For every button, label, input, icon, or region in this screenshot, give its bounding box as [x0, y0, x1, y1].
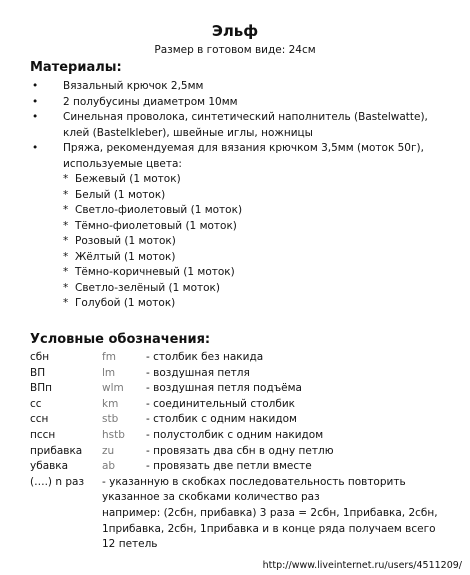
legend-row [30, 397, 450, 413]
legend-code: hstb [102, 428, 125, 441]
yarn-colors-list [30, 172, 450, 312]
legend-desc: - столбик с одним накидом [146, 413, 297, 426]
material-text: 2 полубусины диаметром 10мм [63, 95, 238, 108]
material-item [30, 141, 450, 172]
legend-desc: - провязать два сбн в одну петлю [146, 444, 334, 457]
yarn-color-item: * Белый (1 моток) [63, 188, 166, 201]
material-text: Пряжа, рекомендуемая для вязания крючком 3,5мм (моток 50г), используемые цвета: [63, 142, 424, 170]
finished-size: Размер в готовом виде: 24см [154, 44, 316, 56]
materials-heading: Материалы: [30, 60, 122, 75]
legend-row [30, 412, 450, 428]
source-watermark: http://www.liveinternet.ru/users/4511209/ [262, 560, 462, 571]
yarn-color-item: * Светло-зелёный (1 моток) [63, 281, 220, 294]
yarn-color-item: * Тёмно-коричневый (1 моток) [63, 266, 235, 278]
legend-code: lm [102, 366, 116, 379]
legend-example: например: (2сбн, прибавка) 3 раза = 2сбн, 1прибавка, 2сбн, 1прибавка, 2сбн, 1прибавка и в конце ряда получаем всего 12 петель [102, 506, 438, 551]
legend-desc: - указанную в скобках последовательность повторить указанное за скобками количество раз [102, 475, 406, 504]
legend-code: fm [102, 351, 116, 363]
yarn-color-item: * Розовый (1 моток) [63, 235, 176, 247]
legend-row [30, 366, 450, 382]
legend-row [30, 350, 450, 366]
legend-abbr: прибавка [30, 444, 83, 457]
legend-code: wlm [102, 382, 124, 395]
legend-row [30, 459, 450, 475]
yarn-color-item: * Тёмно-фиолетовый (1 моток) [63, 219, 237, 232]
legend-abbr: сс [30, 397, 42, 410]
legend-abbr: ссн [30, 413, 49, 426]
legend-desc: - воздушная петля [146, 366, 250, 379]
bullet-icon: • [32, 111, 39, 123]
legend-abbr: ВПп [30, 382, 52, 395]
yarn-color-item: * Жёлтый (1 моток) [63, 250, 176, 263]
legend-code: zu [102, 444, 115, 457]
page-title: Эльф [211, 22, 259, 40]
material-text: Вязальный крючок 2,5мм [63, 80, 204, 92]
materials-list [30, 79, 450, 312]
legend-code: ab [102, 460, 116, 473]
yarn-color-item: * Светло-фиолетовый (1 моток) [63, 204, 243, 216]
legend-desc: - воздушная петля подъёма [146, 382, 302, 395]
material-item [30, 95, 450, 111]
legend-abbr: пссн [30, 428, 56, 441]
bullet-icon: • [32, 95, 39, 108]
yarn-color-item: * Бежевый (1 моток) [63, 173, 181, 185]
legend-row [30, 475, 450, 506]
legend-table [30, 350, 450, 553]
legend-abbr: убавка [30, 460, 69, 473]
legend-desc: - провязать две петли вместе [146, 460, 312, 473]
legend-row [30, 428, 450, 444]
legend-desc: - столбик без накида [146, 351, 264, 363]
bullet-icon: • [32, 80, 39, 92]
legend-desc: - полустолбик с одним накидом [146, 428, 324, 441]
bullet-icon: • [32, 142, 39, 154]
legend-heading: Условные обозначения: [30, 332, 211, 347]
legend-desc: - соединительный столбик [146, 397, 296, 410]
legend-code: km [102, 397, 119, 410]
legend-code: stb [102, 413, 119, 426]
material-item [30, 110, 450, 141]
material-item [30, 79, 450, 95]
yarn-color-item: * Голубой (1 моток) [63, 297, 176, 309]
legend-abbr: (….) n раз [30, 475, 85, 488]
legend-abbr: ВП [30, 366, 46, 379]
material-text: Синельная проволока, синтетический наполнитель (Bastelwatte), клей (Bastelkleber), швейные иглы, ножницы [63, 111, 428, 139]
legend-row [30, 444, 450, 460]
legend-row [30, 381, 450, 397]
legend-abbr: сбн [30, 351, 50, 363]
